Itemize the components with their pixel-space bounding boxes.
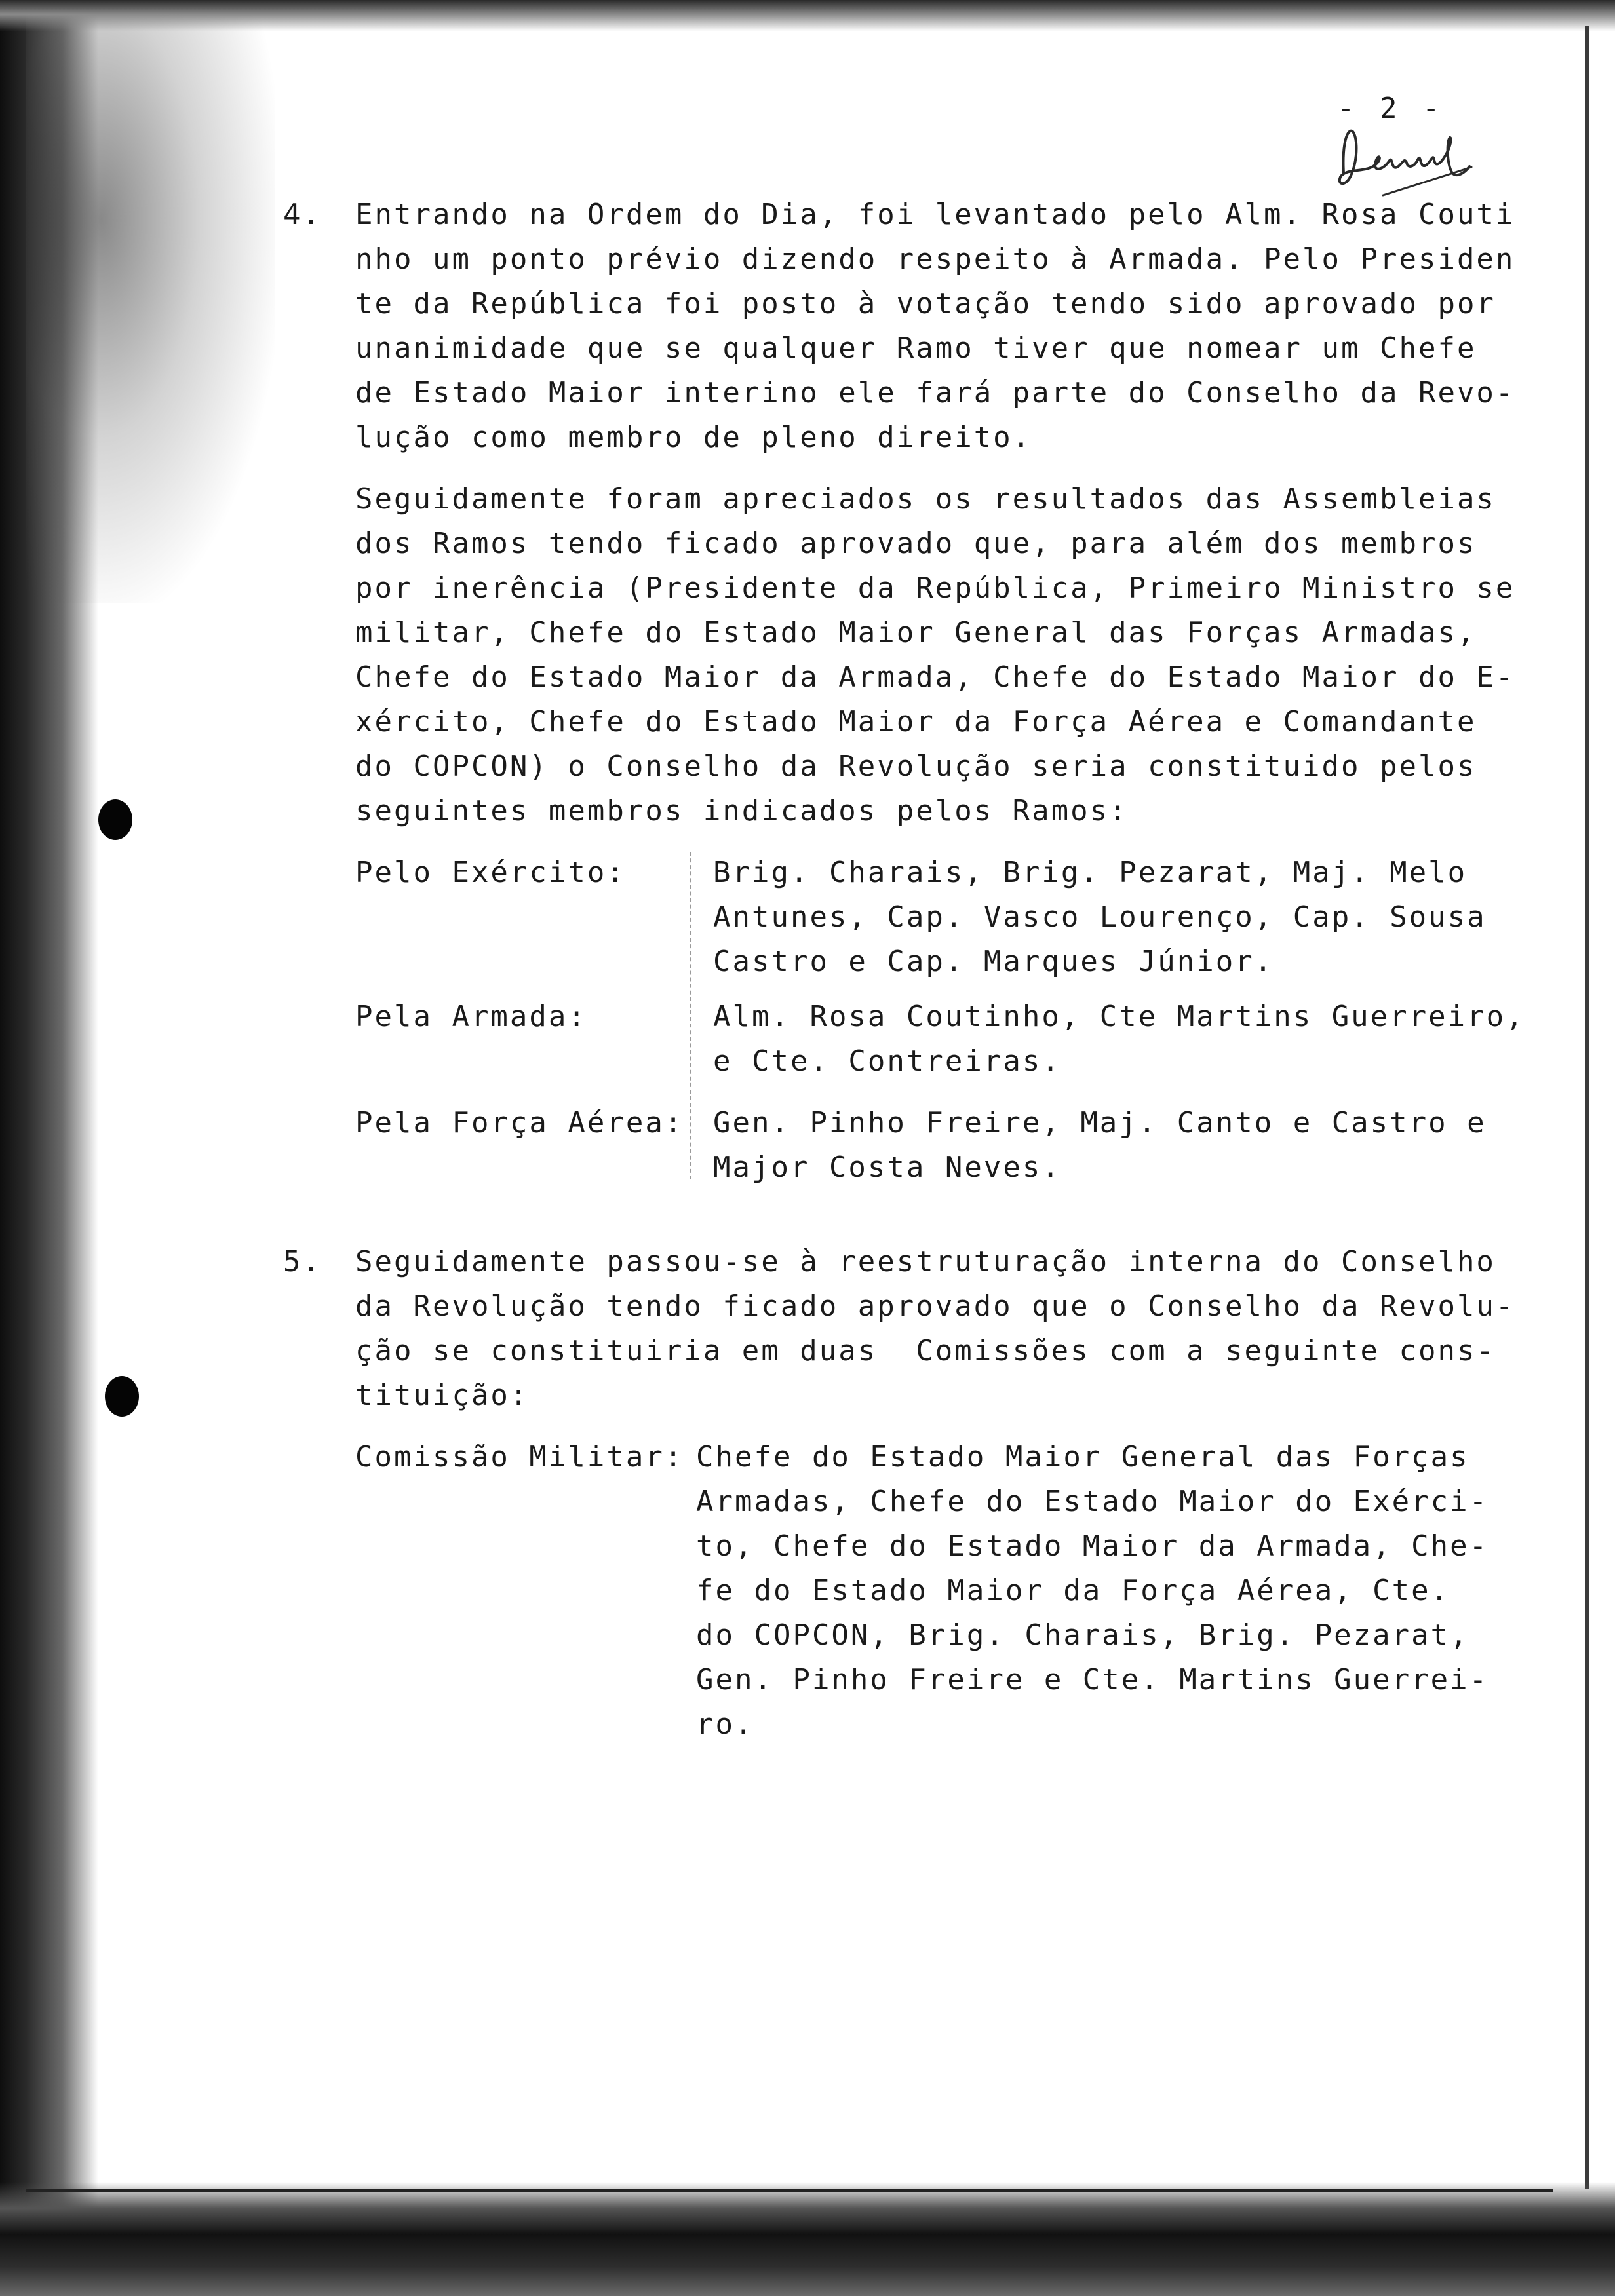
signature-initials bbox=[1331, 111, 1501, 203]
item-4-line-3: te da República foi posto à votação tendo sido aprovado por bbox=[355, 287, 1496, 320]
item-4-line-6: lução como membro de pleno direito. bbox=[355, 421, 1032, 454]
scan-right-border bbox=[1585, 26, 1589, 2189]
punch-hole-lower bbox=[105, 1376, 139, 1417]
item-5-line-4: tituição: bbox=[355, 1379, 530, 1412]
members-column-divider bbox=[690, 852, 691, 1179]
item-4-para2-line-7: do COPCON) o Conselho da Revolução seria constituido pelos bbox=[355, 750, 1477, 783]
member-label-armada: Pela Armada: bbox=[355, 1000, 587, 1033]
item-4-line-1: Entrando na Ordem do Dia, foi levantado pelo Alm. Rosa Couti bbox=[355, 198, 1515, 231]
page-number: - 2 - bbox=[1337, 92, 1444, 125]
item-5-number: 5. bbox=[283, 1245, 322, 1278]
member-exercito-line-3: Castro e Cap. Marques Júnior. bbox=[713, 945, 1274, 978]
scan-dark-top-edge bbox=[0, 0, 1615, 31]
member-exercito-line-1: Brig. Charais, Brig. Pezarat, Maj. Melo bbox=[713, 856, 1468, 889]
commission-line-3: to, Chefe do Estado Maior da Armada, Che- bbox=[696, 1529, 1489, 1563]
item-4-para2-line-4: militar, Chefe do Estado Maior General das Forças Armadas, bbox=[355, 616, 1477, 649]
member-forca-aerea-line-2: Major Costa Neves. bbox=[713, 1151, 1061, 1184]
commission-line-7: ro. bbox=[696, 1708, 754, 1741]
item-4-line-5: de Estado Maior interino ele fará parte do Conselho da Revo- bbox=[355, 376, 1515, 410]
item-4-para2-line-6: xército, Chefe do Estado Maior da Força Aérea e Comandante bbox=[355, 705, 1477, 738]
item-4-para2-line-3: por inerência (Presidente da República, Primeiro Ministro se bbox=[355, 571, 1515, 605]
commission-label: Comissão Militar: bbox=[355, 1440, 684, 1474]
commission-line-6: Gen. Pinho Freire e Cte. Martins Guerrei- bbox=[696, 1663, 1489, 1696]
punch-hole-upper bbox=[98, 799, 132, 840]
member-label-forca-aerea: Pela Força Aérea: bbox=[355, 1106, 684, 1139]
commission-line-5: do COPCON, Brig. Charais, Brig. Pezarat, bbox=[696, 1618, 1469, 1652]
scan-smudge bbox=[26, 13, 275, 603]
member-armada-line-2: e Cte. Contreiras. bbox=[713, 1044, 1061, 1078]
item-5-line-2: da Revolução tendo ficado aprovado que o Conselho da Revolu- bbox=[355, 1290, 1515, 1323]
item-4-line-2: nho um ponto prévio dizendo respeito à Armada. Pelo Presiden bbox=[355, 242, 1515, 276]
item-4-para2-line-8: seguintes membros indicados pelos Ramos: bbox=[355, 794, 1129, 828]
item-5-line-1: Seguidamente passou-se à reestruturação interna do Conselho bbox=[355, 1245, 1496, 1278]
item-4-line-4: unanimidade que se qualquer Ramo tiver que nomear um Chefe bbox=[355, 332, 1477, 365]
member-label-exercito: Pelo Exército: bbox=[355, 856, 626, 889]
commission-line-1: Chefe do Estado Maior General das Forças bbox=[696, 1440, 1469, 1474]
item-5-line-3: ção se constituiria em duas Comissões com a seguinte cons- bbox=[355, 1334, 1496, 1368]
member-forca-aerea-line-1: Gen. Pinho Freire, Maj. Canto e Castro e bbox=[713, 1106, 1487, 1139]
item-4-number: 4. bbox=[283, 198, 322, 231]
scan-bottom-line bbox=[26, 2189, 1553, 2192]
item-4-para2-line-2: dos Ramos tendo ficado aprovado que, para além dos membros bbox=[355, 527, 1477, 560]
item-4-para2-line-1: Seguidamente foram apreciados os resultados das Assembleias bbox=[355, 482, 1496, 516]
commission-line-2: Armadas, Chefe do Estado Maior do Exérci- bbox=[696, 1485, 1489, 1518]
scan-dark-bottom-edge bbox=[0, 2182, 1615, 2296]
member-armada-line-1: Alm. Rosa Coutinho, Cte Martins Guerreiro, bbox=[713, 1000, 1525, 1033]
member-exercito-line-2: Antunes, Cap. Vasco Lourenço, Cap. Sousa bbox=[713, 900, 1487, 934]
item-4-para2-line-5: Chefe do Estado Maior da Armada, Chefe do Estado Maior do E- bbox=[355, 660, 1515, 694]
commission-line-4: fe do Estado Maior da Força Aérea, Cte. bbox=[696, 1574, 1450, 1607]
